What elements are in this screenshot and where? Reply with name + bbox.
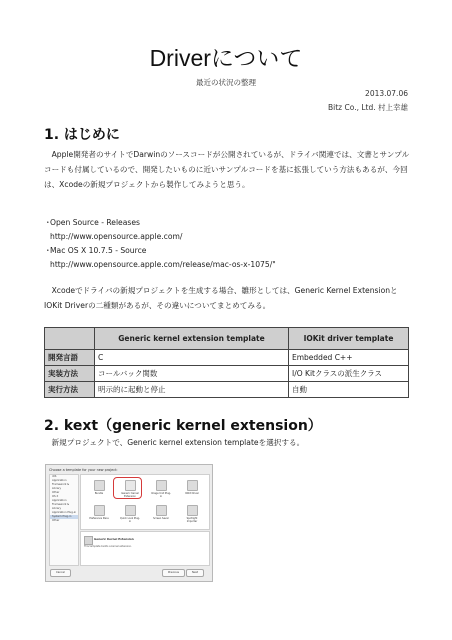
screenshot-sidebar-item: iOS [52, 475, 57, 478]
template-icon [187, 505, 198, 516]
screenshot-template-tile [120, 505, 140, 523]
screenshot-description-title: Generic Kernel Extension [94, 537, 134, 541]
screenshot-sidebar-item: Framework & Library [52, 503, 70, 510]
screenshot-sidebar-item: Application [52, 479, 67, 482]
bullet-icon: ・ [44, 218, 52, 227]
table-cell: I/O Kitクラスの派生クラス [289, 366, 409, 382]
document-author: Bitz Co., Ltd. 村上幸雄 [328, 103, 408, 112]
screenshot-sidebar-item: System Plug-in [50, 515, 78, 519]
screenshot-description-panel [80, 531, 210, 566]
table-cell: 自動 [289, 382, 409, 398]
reference-link-url[interactable]: http://www.opensource.apple.com/release/mac-os-x-1075/" [50, 260, 276, 269]
table-header-cell: IOKit driver template [289, 328, 409, 350]
document-subtitle: 最近の状況の整理 [196, 78, 256, 87]
screenshot-next-button: Next [186, 569, 204, 577]
reference-link-url[interactable]: http://www.opensource.apple.com/ [50, 232, 183, 241]
template-label: Image Unit Plug-in [151, 492, 171, 498]
table-cell: Embedded C++ [289, 350, 409, 366]
section-heading-kext: 2. kext（generic kernel extension） [44, 418, 322, 434]
reference-link-label: Open Source - Releases [50, 218, 140, 227]
template-label: Spotlight Importer [186, 517, 198, 523]
table-row [45, 366, 409, 382]
template-label: Preference Pane [89, 517, 109, 520]
kext-template-icon [84, 536, 93, 545]
template-icon [187, 480, 198, 491]
screenshot-template-tile [151, 505, 171, 520]
table-cell: コールバック関数 [95, 366, 289, 382]
template-label: Generic Kernel Extension [121, 492, 139, 498]
template-label: Screen Saver [153, 517, 169, 520]
screenshot-sidebar-item: Other [52, 519, 60, 522]
table-header-cell: Generic kernel extension template [95, 328, 289, 350]
screenshot-template-tile [182, 480, 202, 495]
table-header-row [45, 328, 409, 350]
template-icon [94, 480, 105, 491]
template-icon [125, 505, 136, 516]
screenshot-template-tile [89, 505, 109, 520]
table-cell: 明示的に起動と停止 [95, 382, 289, 398]
screenshot-sidebar-item: Framework & Library [52, 483, 70, 490]
screenshot-sidebar-item: Other [52, 491, 60, 494]
screenshot-template-grid [80, 474, 210, 530]
table-header-cell [45, 328, 95, 350]
screenshot-sidebar-item: OS X [52, 495, 59, 498]
screenshot-description-text: This template builds a kernel extension. [84, 545, 132, 548]
screenshot-previous-button: Previous [162, 569, 185, 577]
screenshot-cancel-button: Cancel [50, 569, 71, 577]
template-comparison-table [44, 327, 409, 398]
table-row-header: 開発言語 [45, 350, 95, 366]
template-icon [156, 480, 167, 491]
reference-links [44, 216, 412, 272]
section-heading-intro: 1. はじめに [44, 127, 120, 143]
screenshot-window-title: Choose a template for your new project: [49, 468, 118, 472]
table-row [45, 382, 409, 398]
selection-highlight-ring [113, 477, 142, 499]
reference-link-label: Mac OS X 10.7.5 - Source [50, 246, 147, 255]
template-comparison-paragraph: Xcodeでドライバの新規プロジェクトを生成する場合、雛形としては、Generic Kernel ExtensionとIOKit Driverの二種類があるが、その違いについてまとめてみる。 [44, 286, 398, 310]
template-icon [94, 505, 105, 516]
template-label: Quick Look Plug-in [120, 517, 140, 523]
screenshot-sidebar-item: Application [52, 499, 67, 502]
reference-link-item [44, 244, 412, 258]
screenshot-template-tile [89, 480, 109, 495]
screenshot-template-tile [182, 505, 202, 523]
screenshot-template-tile [151, 480, 171, 498]
template-icon [156, 505, 167, 516]
table-row [45, 350, 409, 366]
reference-link-item [44, 216, 412, 230]
kext-paragraph: 新規プロジェクトで、Generic kernel extension templateを選択する。 [44, 438, 305, 447]
template-label: Bundle [94, 492, 104, 495]
bullet-icon: ・ [44, 246, 52, 255]
table-row-header: 実行方法 [45, 382, 95, 398]
screenshot-sidebar-item: Application Plug-in [52, 511, 77, 514]
document-title: Driverについて [149, 45, 303, 71]
xcode-template-screenshot [45, 464, 213, 582]
table-cell: C [95, 350, 289, 366]
screenshot-sidebar [49, 474, 79, 566]
template-label: IOKit Driver [185, 492, 199, 495]
intro-paragraph: Apple開発者のサイトでDarwinのソースコードが公開されているが、ドライバ関連では、文書とサンプルコードも付属しているので、開発したいものに近いサンプルコードを基に拡張していう方法もあるが、今回は、Xcodeの新規プロジェクトから製作してみようと思う。 [44, 150, 410, 189]
document-date: 2013.07.06 [365, 89, 408, 98]
table-row-header: 実装方法 [45, 366, 95, 382]
